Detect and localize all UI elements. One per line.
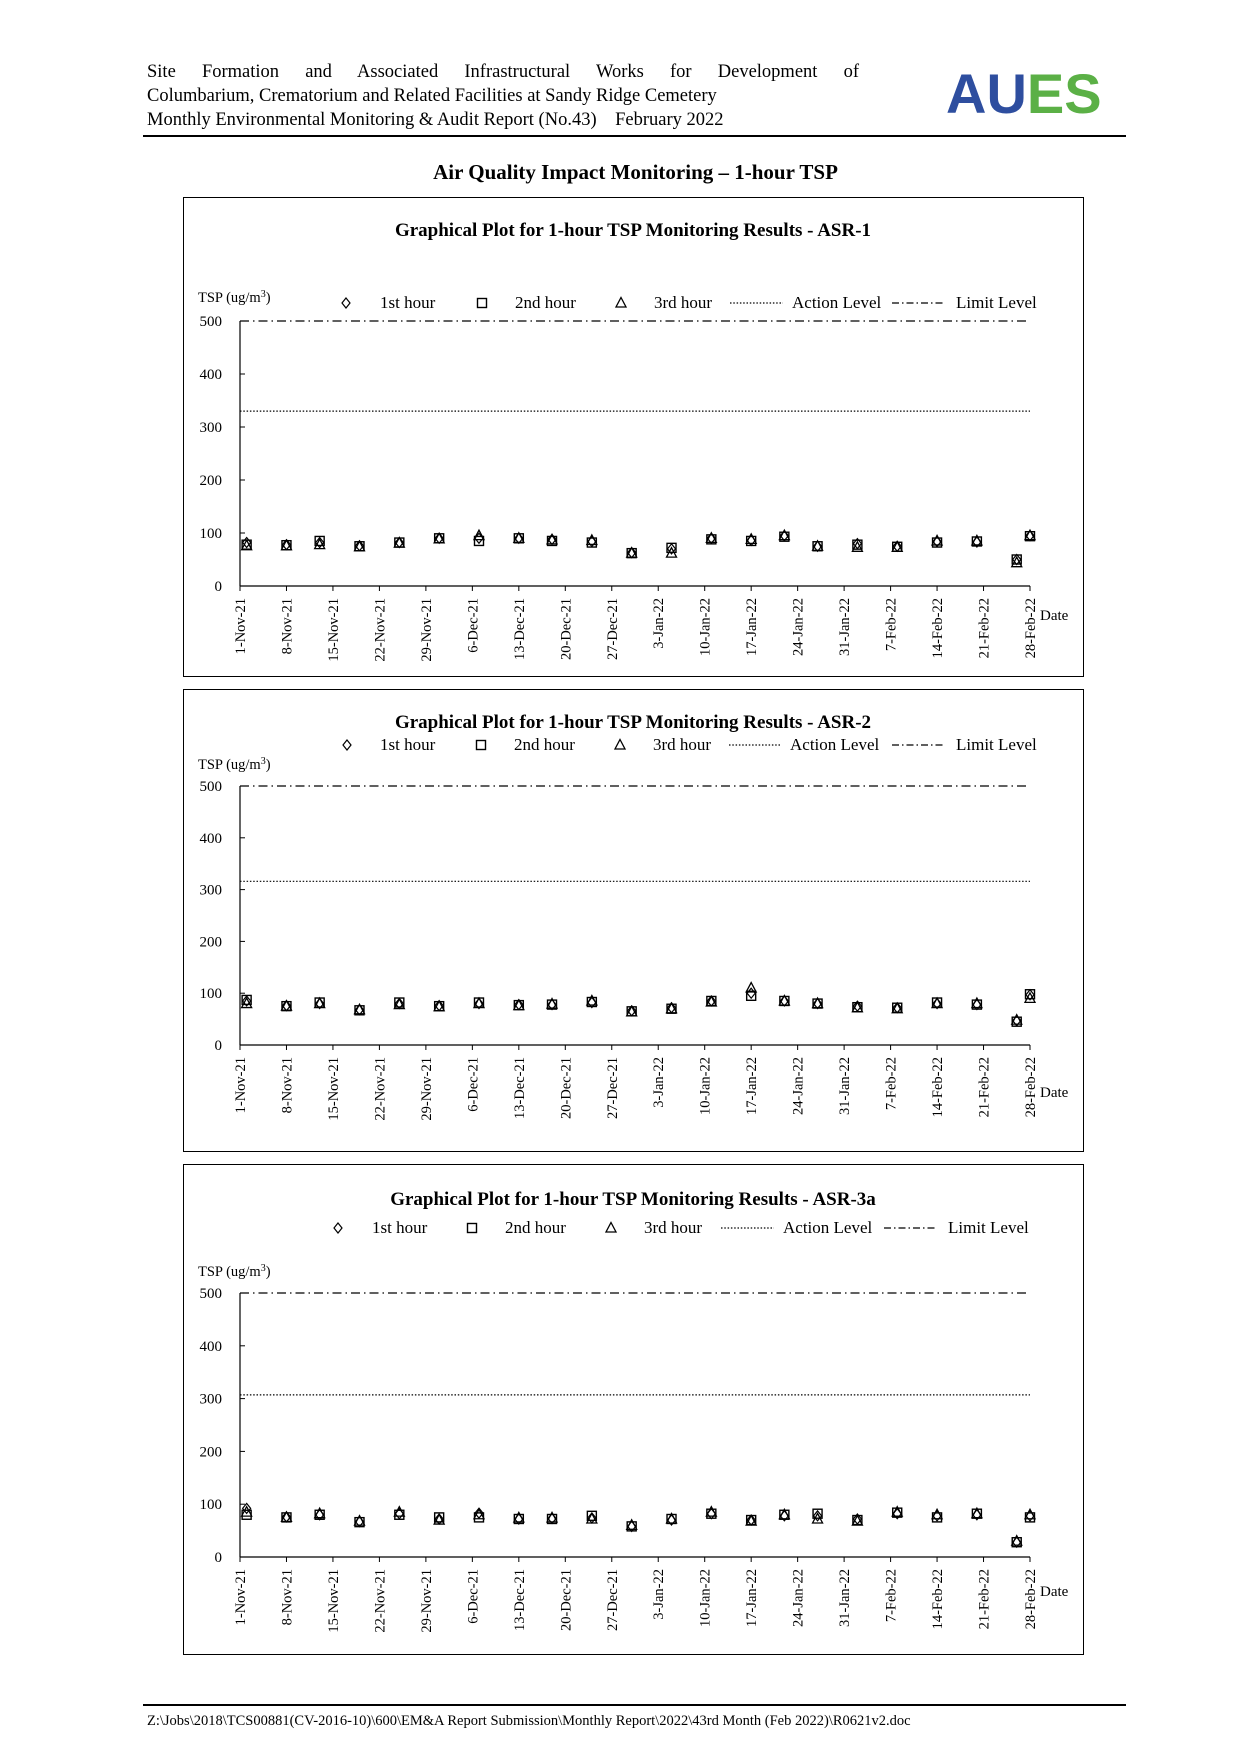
y-tick-label: 0 <box>214 1038 222 1054</box>
x-tick-label: 20-Dec-21 <box>558 1569 575 1632</box>
legend-label-1st-hour: 1st hour <box>380 735 436 754</box>
x-tick-label: 31-Jan-22 <box>837 1569 854 1627</box>
chart-panel-asr-2 <box>183 689 1084 1152</box>
aues-logo <box>946 64 1102 124</box>
x-tick-label: 27-Dec-21 <box>604 598 621 661</box>
y-tick-label: 500 <box>199 314 222 330</box>
x-tick-label: 7-Feb-22 <box>883 1569 900 1623</box>
x-tick-label: 14-Feb-22 <box>930 1057 947 1118</box>
y-tick-label: 400 <box>199 1338 222 1355</box>
legend-label-1st-hour: 1st hour <box>380 293 436 312</box>
x-tick-label: 29-Nov-21 <box>418 1057 435 1121</box>
x-tick-label: 15-Nov-21 <box>325 1569 342 1633</box>
x-tick-label: 31-Jan-22 <box>837 1057 854 1115</box>
x-tick-label: 10-Jan-22 <box>697 1569 714 1627</box>
x-axis-label: Date <box>1040 1085 1069 1101</box>
legend-label-3rd-hour: 3rd hour <box>654 293 713 312</box>
x-tick-label: 10-Jan-22 <box>697 1057 714 1115</box>
legend-marker-2nd-hour <box>468 1224 477 1233</box>
y-tick-label: 400 <box>199 367 222 383</box>
legend-marker-1st-hour <box>334 1223 342 1233</box>
x-tick-label: 7-Feb-22 <box>883 598 900 652</box>
header-line-1: Site Formation and Associated Infrastructural Works for Development of <box>147 62 859 82</box>
x-tick-label: 6-Dec-21 <box>465 1569 482 1624</box>
y-tick-label: 200 <box>199 934 222 951</box>
legend-label-3rd-hour: 3rd hour <box>644 1218 703 1237</box>
y-tick-label: 200 <box>199 473 222 489</box>
section-title: Air Quality Impact Monitoring – 1-hour TSP <box>433 160 838 184</box>
legend-label-3rd-hour: 3rd hour <box>653 735 712 754</box>
x-axis-label: Date <box>1040 608 1069 624</box>
footer-divider <box>143 1704 1126 1706</box>
x-tick-label: 1-Nov-21 <box>233 1057 249 1114</box>
x-tick-label: 8-Nov-21 <box>279 1057 296 1114</box>
chart-svg <box>184 1165 1082 1653</box>
legend-label-limit-level: Limit Level <box>948 1218 1029 1237</box>
x-tick-label: 14-Feb-22 <box>930 1569 947 1630</box>
x-tick-label: 21-Feb-22 <box>976 1569 993 1630</box>
x-tick-label: 7-Feb-22 <box>883 1057 900 1111</box>
x-tick-label: 3-Jan-22 <box>651 598 668 649</box>
legend-label-action-level: Action Level <box>783 1218 873 1237</box>
x-tick-label: 20-Dec-21 <box>558 1057 575 1120</box>
x-axis-label: Date <box>1040 1584 1069 1600</box>
y-tick-label: 400 <box>199 830 222 847</box>
y-tick-label: 0 <box>214 579 222 595</box>
header-divider <box>143 135 1126 137</box>
x-tick-label: 17-Jan-22 <box>744 1569 761 1627</box>
x-tick-label: 24-Jan-22 <box>790 1057 807 1115</box>
x-tick-label: 6-Dec-21 <box>465 598 482 653</box>
x-tick-label: 1-Nov-21 <box>233 598 249 655</box>
legend-label-action-level: Action Level <box>792 293 882 312</box>
x-tick-label: 29-Nov-21 <box>418 1569 435 1633</box>
y-axis-label: TSP $(ug/m^3)$ <box>198 1263 271 1280</box>
x-tick-label: 21-Feb-22 <box>976 1057 993 1118</box>
footer-path: Z:\Jobs\2018\TCS00881(CV-2016-10)\600\EM&A Report Submission\Monthly Report\2022\43rd Month (Feb 2022)\R0621v2.doc <box>147 1713 911 1729</box>
x-tick-label: 31-Jan-22 <box>837 598 854 656</box>
chart-title: Graphical Plot for 1-hour TSP Monitoring Results - ASR-2 <box>394 712 872 733</box>
x-tick-label: 13-Dec-21 <box>511 598 528 661</box>
x-tick-label: 28-Feb-22 <box>1023 598 1039 659</box>
x-tick-label: 3-Jan-22 <box>651 1057 668 1108</box>
x-tick-label: 17-Jan-22 <box>744 1057 761 1115</box>
x-tick-label: 8-Nov-21 <box>279 1569 296 1626</box>
legend-label-action-level: Action Level <box>790 735 880 754</box>
y-tick-label: 200 <box>199 1444 222 1461</box>
x-tick-label: 14-Feb-22 <box>930 598 947 659</box>
legend-label-limit-level: Limit Level <box>956 293 1037 312</box>
chart-title: Graphical Plot for 1-hour TSP Monitoring Results - ASR-3a <box>390 1189 876 1210</box>
chart-panel-asr-1 <box>183 197 1084 677</box>
x-tick-label: 27-Dec-21 <box>604 1057 621 1120</box>
legend-label-2nd-hour: 2nd hour <box>515 293 576 312</box>
x-tick-label: 29-Nov-21 <box>418 598 435 662</box>
legend-label-2nd-hour: 2nd hour <box>505 1218 566 1237</box>
legend-label-limit-level: Limit Level <box>956 735 1037 754</box>
x-tick-label: 8-Nov-21 <box>279 598 296 655</box>
legend-marker-3rd-hour <box>616 298 626 308</box>
x-tick-label: 13-Dec-21 <box>511 1569 528 1632</box>
y-tick-label: 100 <box>199 986 222 1003</box>
chart-title: Graphical Plot for 1-hour TSP Monitoring Results - ASR-1 <box>394 220 872 241</box>
data-point-1st-hour <box>747 988 755 998</box>
chart-svg <box>184 690 1082 1150</box>
header-line-2: Columbarium, Crematorium and Related Facilities at Sandy Ridge Cemetery <box>147 86 717 106</box>
x-tick-label: 24-Jan-22 <box>790 598 807 656</box>
data-point-1st-hour <box>707 1509 715 1519</box>
report-header <box>147 60 859 132</box>
x-tick-label: 15-Nov-21 <box>325 1057 342 1121</box>
y-tick-label: 300 <box>199 882 222 899</box>
x-tick-label: 28-Feb-22 <box>1023 1569 1039 1630</box>
header-line-3: Monthly Environmental Monitoring & Audit Report (No.43) February 2022 <box>147 110 724 130</box>
x-tick-label: 6-Dec-21 <box>465 1057 482 1112</box>
legend-marker-1st-hour <box>343 740 351 750</box>
x-tick-label: 17-Jan-22 <box>744 598 761 656</box>
chart-svg <box>184 198 1082 675</box>
x-tick-label: 15-Nov-21 <box>325 598 342 662</box>
y-axis-label: TSP $(ug/m^3)$ <box>198 756 271 773</box>
y-tick-label: 500 <box>199 1286 222 1302</box>
y-tick-label: 100 <box>199 1497 222 1514</box>
x-tick-label: 20-Dec-21 <box>558 598 575 661</box>
legend-marker-2nd-hour <box>477 741 486 750</box>
chart-panel-asr-3a <box>183 1164 1084 1655</box>
x-tick-label: 22-Nov-21 <box>372 1569 389 1633</box>
legend-label-1st-hour: 1st hour <box>372 1218 428 1237</box>
legend-label-2nd-hour: 2nd hour <box>514 735 575 754</box>
x-tick-label: 21-Feb-22 <box>976 598 993 659</box>
y-tick-label: 500 <box>199 779 222 795</box>
x-tick-label: 24-Jan-22 <box>790 1569 807 1627</box>
x-tick-label: 10-Jan-22 <box>697 598 714 656</box>
legend-marker-3rd-hour <box>615 740 625 750</box>
x-tick-label: 28-Feb-22 <box>1023 1057 1039 1118</box>
legend-marker-1st-hour <box>342 298 350 308</box>
x-tick-label: 22-Nov-21 <box>372 1057 389 1121</box>
logo-part-2: ES <box>1026 62 1102 125</box>
x-tick-label: 27-Dec-21 <box>604 1569 621 1632</box>
logo-part-1: AU <box>946 62 1027 125</box>
x-tick-label: 22-Nov-21 <box>372 598 389 662</box>
legend-marker-3rd-hour <box>606 1223 616 1233</box>
x-tick-label: 1-Nov-21 <box>233 1569 249 1626</box>
y-tick-label: 300 <box>199 420 222 436</box>
y-tick-label: 100 <box>199 526 222 542</box>
legend-marker-2nd-hour <box>478 299 487 308</box>
x-tick-label: 3-Jan-22 <box>651 1569 668 1620</box>
x-tick-label: 13-Dec-21 <box>511 1057 528 1120</box>
y-tick-label: 0 <box>214 1550 222 1566</box>
y-tick-label: 300 <box>199 1391 222 1408</box>
y-axis-label: TSP $(ug/m^3)$ <box>198 289 271 306</box>
